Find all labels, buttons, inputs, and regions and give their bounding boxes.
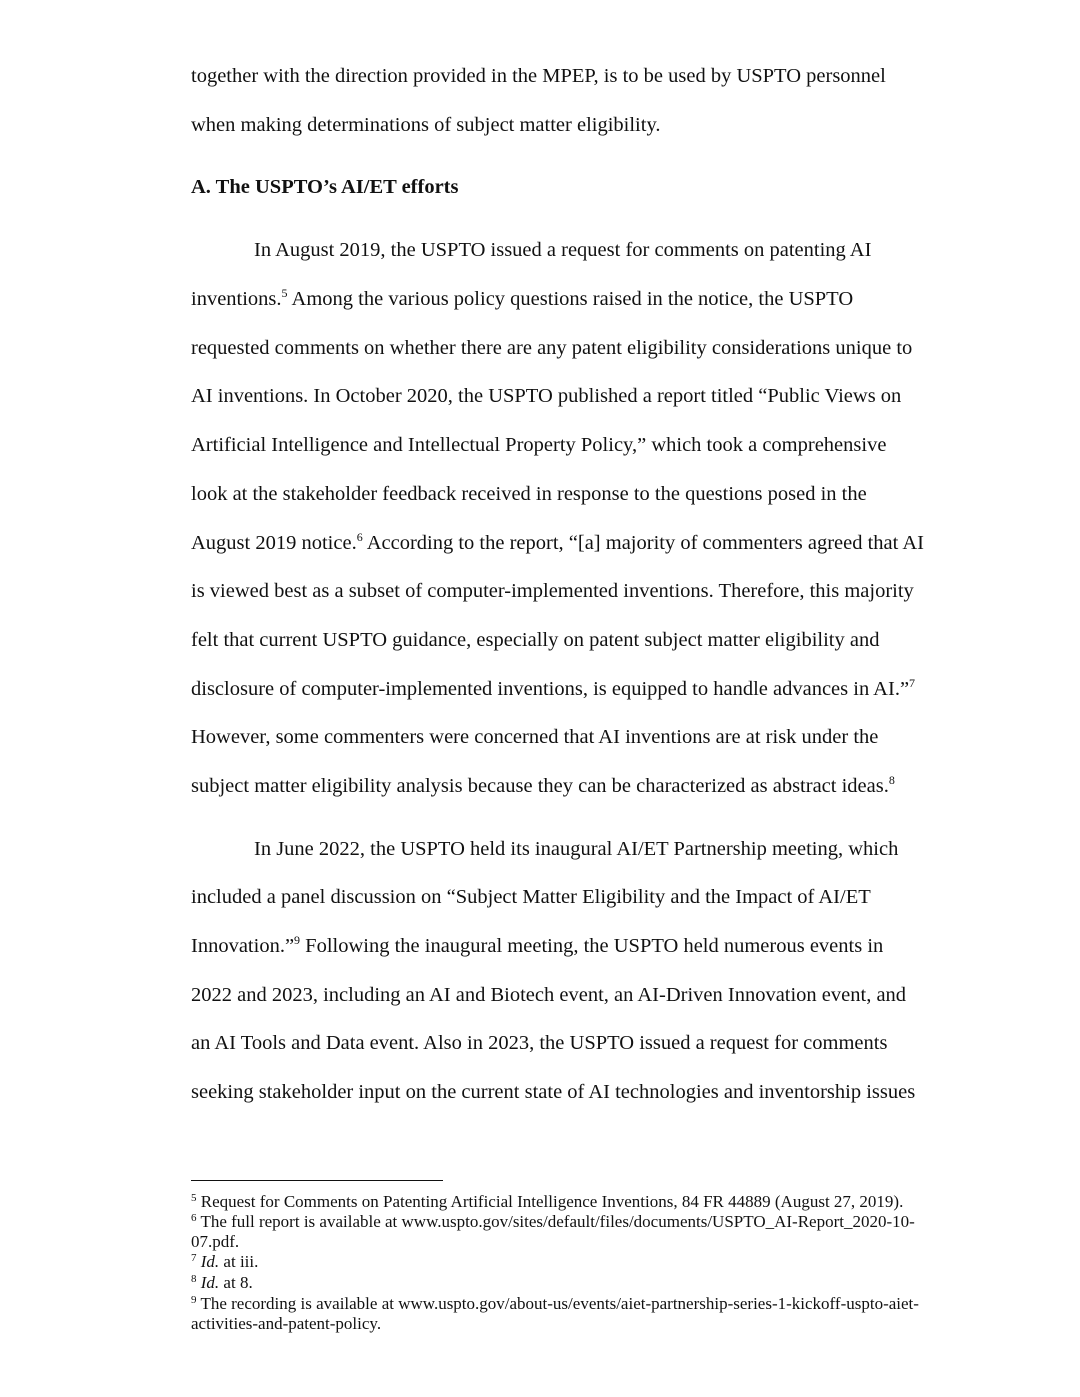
text-run: Following the inaugural meeting, the USPTO held numerous events in: [300, 935, 884, 957]
body-text-line: together with the direction provided in the MPEP, is to be used by USPTO personnel: [191, 65, 886, 87]
body-text-line: In August 2019, the USPTO issued a request for comments on patenting AI: [254, 239, 872, 261]
footnote-number: 5: [191, 1192, 197, 1204]
footnote-separator: [191, 1180, 443, 1181]
text-run: Innovation.”: [191, 935, 295, 957]
footnote-number: 9: [191, 1294, 197, 1306]
footnote-6: [191, 1212, 915, 1232]
footnote-text: Request for Comments on Patenting Artificial Intelligence Inventions, 84 FR 44889 (August 27, 2019).: [196, 1192, 904, 1211]
text-run: According to the report, “[a] majority of commenters agreed that AI: [362, 532, 924, 554]
text-run: August 2019 notice.: [191, 532, 357, 554]
footnote-text: at 8.: [219, 1273, 253, 1292]
footnote-ref-5: 5: [281, 286, 288, 300]
footnote-ref-8: 8: [888, 773, 895, 787]
footnote-ref-7: 7: [909, 676, 916, 690]
body-text-line: seeking stakeholder input on the current state of AI technologies and inventorship issues: [191, 1081, 916, 1103]
body-text-line: is viewed best as a subset of computer-implemented inventions. Therefore, this majority: [191, 580, 914, 602]
footnote-8: [191, 1273, 253, 1293]
footnote-ref-6: 6: [356, 530, 363, 544]
text-run: disclosure of computer-implemented inventions, is equipped to handle advances in AI.”: [191, 678, 910, 700]
footnote-text: at iii.: [219, 1252, 259, 1271]
body-text-line: when making determinations of subject matter eligibility.: [191, 114, 661, 136]
body-text-line: 2022 and 2023, including an AI and Biotech event, an AI-Driven Innovation event, and: [191, 984, 907, 1006]
body-text-line: [191, 676, 915, 702]
body-text-line: However, some commenters were concerned that AI inventions are at risk under the: [191, 726, 879, 748]
footnote-text: The full report is available at www.uspto.gov/sites/default/files/documents/USPTO_AI-Report_2020-10-: [196, 1212, 915, 1231]
body-text-line: [191, 933, 883, 959]
body-text-line: felt that current USPTO guidance, especially on patent subject matter eligibility and: [191, 629, 880, 651]
body-text-line: [191, 286, 853, 312]
body-text-line: requested comments on whether there are any patent eligibility considerations unique to: [191, 337, 913, 359]
section-heading: A. The USPTO’s AI/ET efforts: [191, 176, 459, 198]
footnote-citation: Id.: [200, 1252, 220, 1271]
footnote-7: [191, 1252, 258, 1272]
footnote-citation: Id.: [200, 1273, 220, 1292]
footnote-number: 7: [191, 1252, 197, 1264]
footnote-9-continuation: activities-and-patent-policy.: [191, 1314, 382, 1333]
text-run: inventions.: [191, 288, 282, 310]
footnote-9: [191, 1294, 919, 1314]
footnote-6-continuation: 07.pdf.: [191, 1232, 240, 1251]
text-run: subject matter eligibility analysis because they can be characterized as abstract ideas.: [191, 775, 889, 797]
body-text-line: [191, 530, 924, 556]
body-text-line: Artificial Intelligence and Intellectual Property Policy,” which took a comprehensive: [191, 434, 887, 456]
body-text-line: AI inventions. In October 2020, the USPTO published a report titled “Public Views on: [191, 385, 902, 407]
footnote-ref-9: 9: [294, 933, 301, 947]
body-text-line: [191, 773, 895, 799]
text-run: Among the various policy questions raised in the notice, the USPTO: [287, 288, 854, 310]
body-text-line: included a panel discussion on “Subject Matter Eligibility and the Impact of AI/ET: [191, 886, 871, 908]
body-text-line: In June 2022, the USPTO held its inaugural AI/ET Partnership meeting, which: [254, 838, 899, 860]
body-text-line: an AI Tools and Data event. Also in 2023, the USPTO issued a request for comments: [191, 1032, 888, 1054]
footnote-text: The recording is available at www.uspto.gov/about-us/events/aiet-partnership-series-1-kickoff-uspto-aiet-: [196, 1294, 919, 1313]
footnote-number: 6: [191, 1212, 197, 1224]
footnote-5: [191, 1192, 903, 1212]
footnote-number: 8: [191, 1273, 197, 1285]
body-text-line: look at the stakeholder feedback received in response to the questions posed in the: [191, 483, 867, 505]
